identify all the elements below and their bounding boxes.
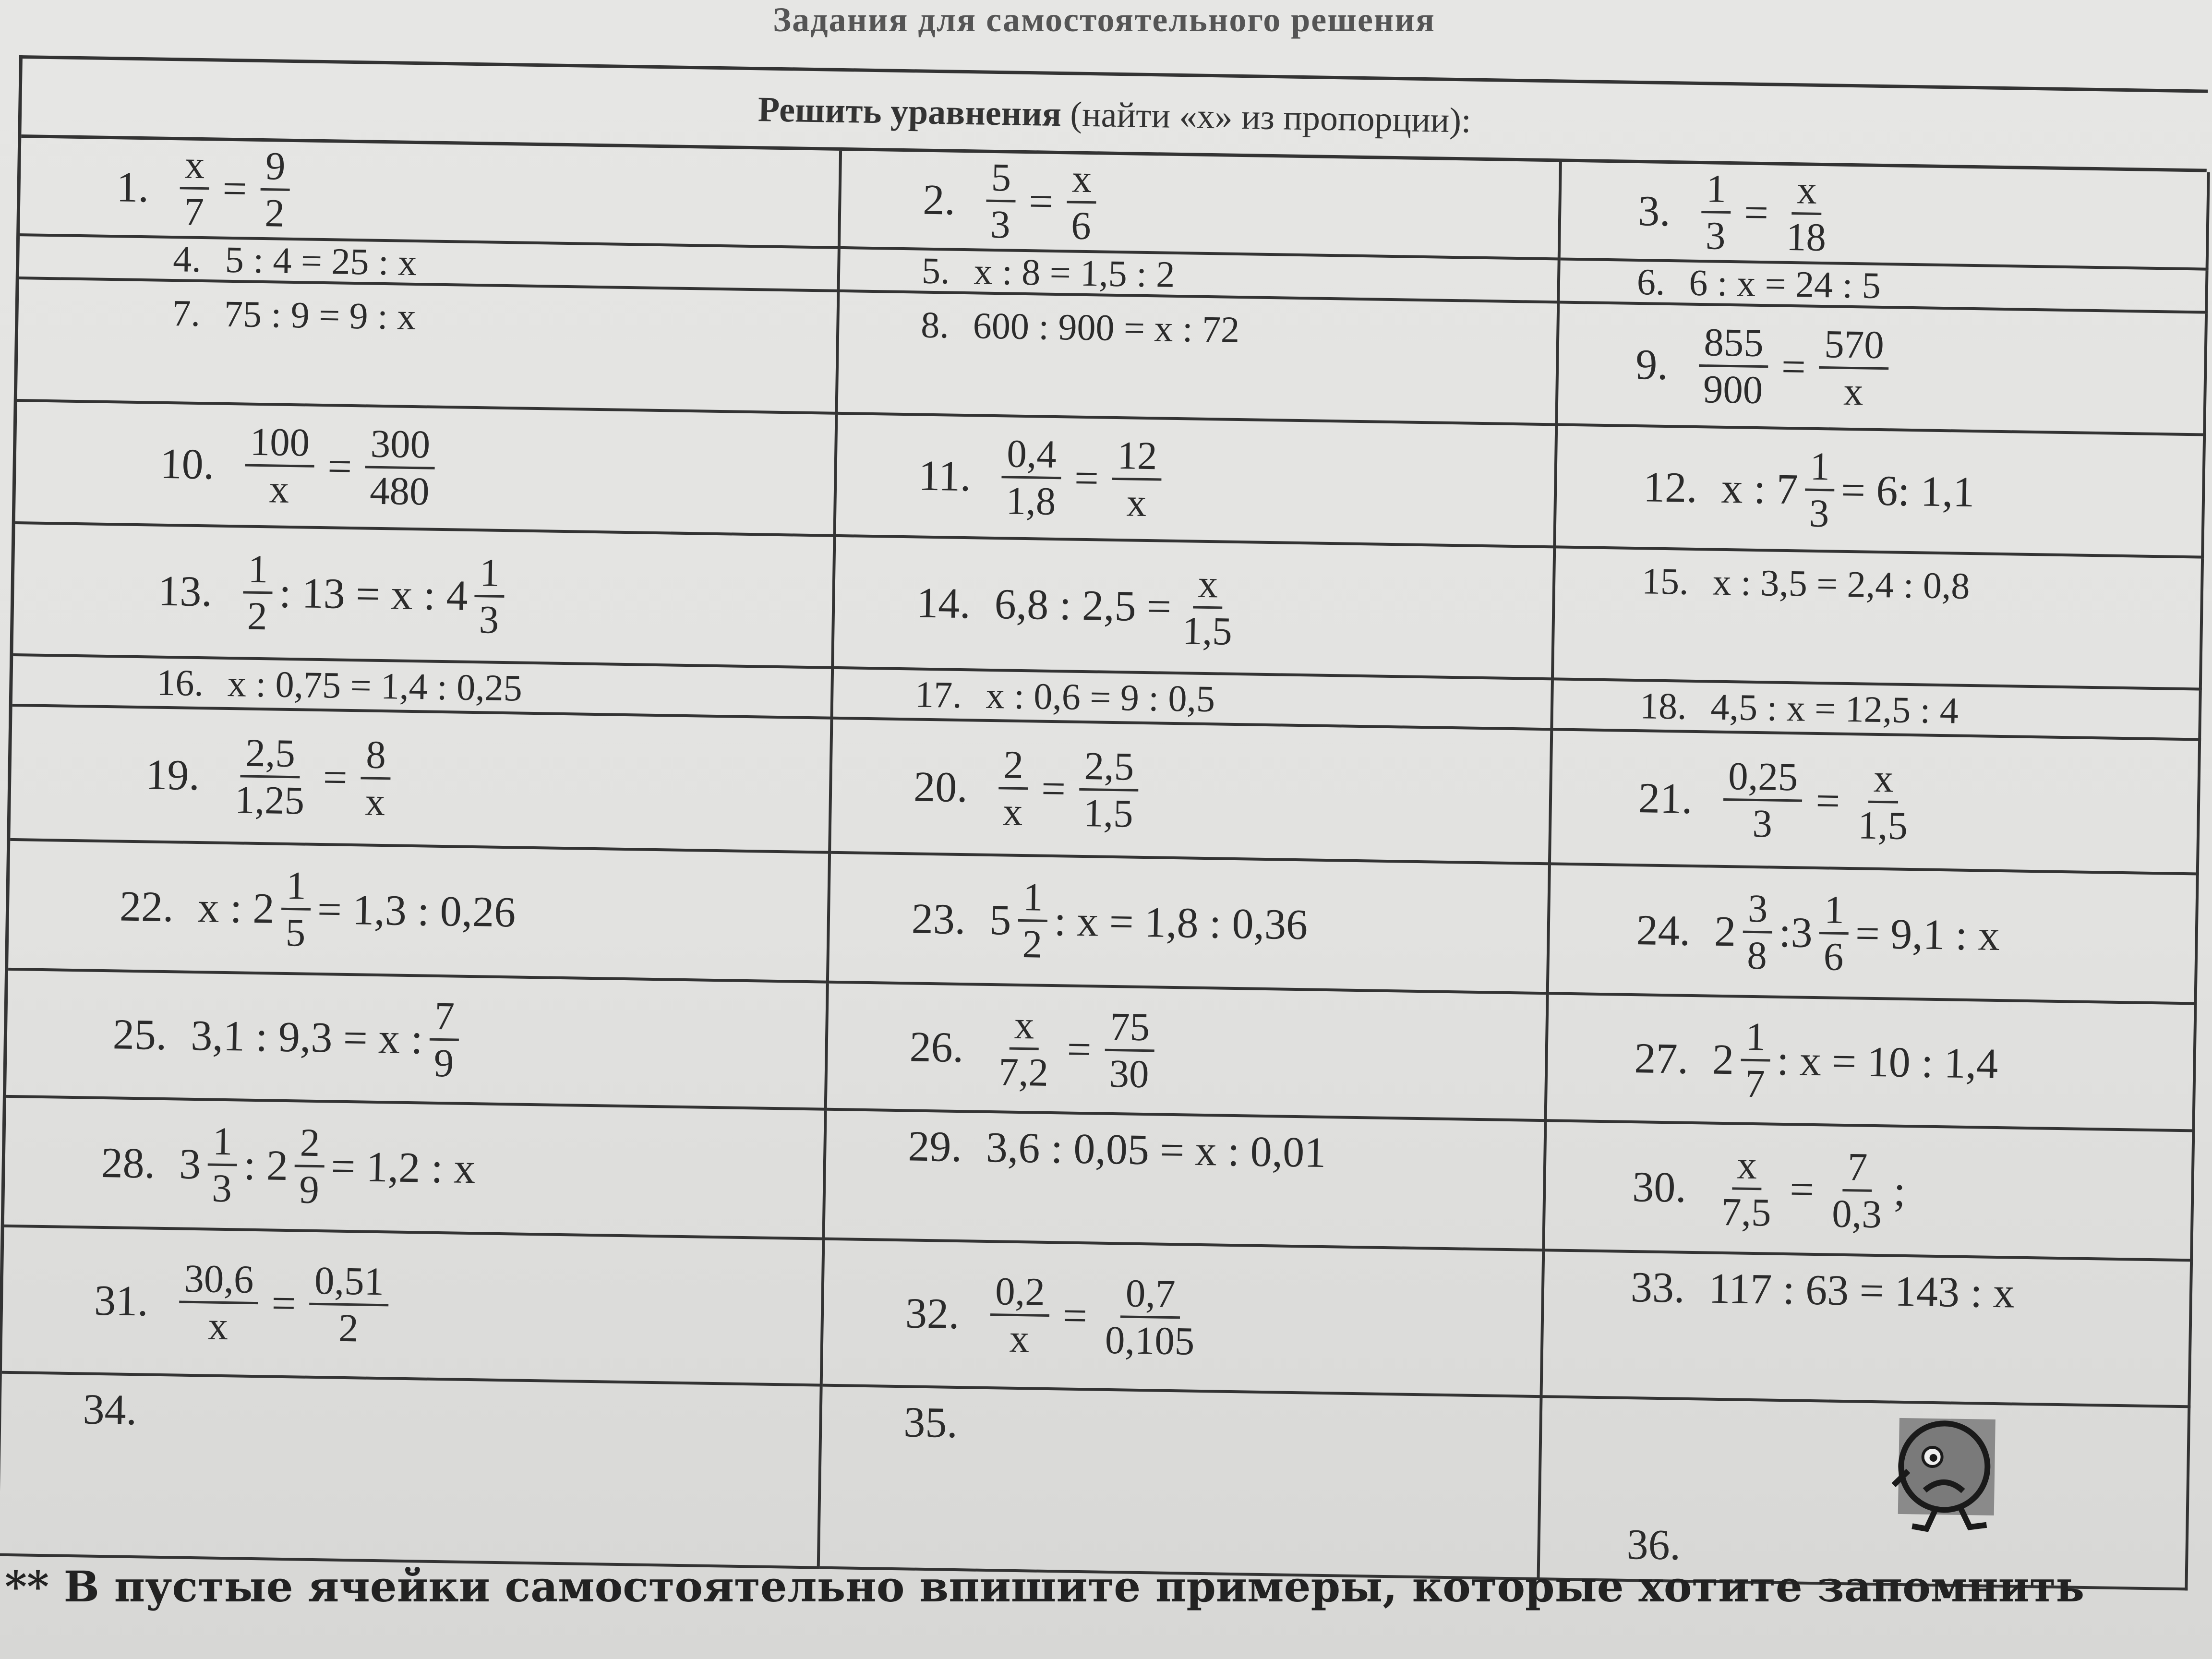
problem-19: 19. $\frac{2,5}{1,25}$ = $\frac{8}{x}$	[10, 707, 833, 854]
task-table	[0, 55, 2208, 1587]
problem-number: 4.	[172, 238, 202, 280]
problem-33: 33. 117 : 63 = 143 : x	[1542, 1251, 2193, 1408]
problem-number: 16.	[156, 661, 204, 704]
problem-22: 22. x : 2 $\frac{1}{5}$ = 1,3 : 0,26	[8, 841, 831, 984]
problem-number: 25.	[112, 1010, 168, 1059]
problem-17: 17. x : 0,6 = 9 : 0,5	[833, 669, 1553, 731]
problem-number: 14.	[916, 579, 971, 628]
problem-24: 24. 2 $\frac{3}{8}$ :3 $\frac{1}{6}$ = 9,1 : x	[1549, 865, 2199, 1005]
problem-8: 8. 600 : 900 = x : 72	[838, 292, 1560, 426]
problem-number: 13.	[157, 567, 213, 616]
problem-21: 21. $\frac{0,25}{3}$ = $\frac{x}{1,5}$	[1551, 731, 2201, 875]
problem-32: 32. $\frac{0,2}{x}$ = $\frac{0,7}{0,105}$	[823, 1240, 1545, 1398]
problem-number: 22.	[119, 882, 174, 931]
problem-29: 29. 3,6 : 0,05 = x : 0,01	[825, 1111, 1547, 1252]
problem-number: 15.	[1641, 560, 1689, 602]
problem-7: 7. 75 : 9 = 9 : x	[17, 279, 840, 415]
problem-10: 10. $\frac{100}{x}$ = $\frac{300}{480}$	[15, 402, 838, 537]
problem-number: 21.	[1638, 774, 1693, 823]
problem-16: 16. x : 0,75 = 1,4 : 0,25	[12, 656, 834, 720]
problem-number: 32.	[905, 1289, 960, 1338]
problem-6: 6. 6 : x = 24 : 5	[1560, 260, 2208, 313]
problem-number: 23.	[911, 894, 966, 943]
problem-number: 36.	[1626, 1520, 1681, 1569]
problem-grid	[0, 138, 2207, 1590]
problem-number: 29.	[907, 1122, 962, 1171]
problem-11: 11. $\frac{0,4}{1,8}$ = $\frac{12}{x}$	[836, 415, 1558, 549]
problem-15: 15. x : 3,5 = 2,4 : 0,8	[1554, 548, 2204, 690]
problem-number: 9.	[1635, 340, 1669, 389]
problem-27: 27. 2 $\frac{1}{7}$ : x = 10 : 1,4	[1547, 995, 2197, 1132]
problem-number: 12.	[1643, 463, 1698, 512]
problem-9: 9. $\frac{855}{900}$ = $\frac{570}{x}$	[1558, 303, 2208, 436]
problem-30: 30. $\frac{x}{7,5}$ = $\frac{7}{0,3}$ ;	[1545, 1122, 2195, 1262]
problem-number: 20.	[913, 762, 968, 811]
problem-31: 31. $\frac{30,6}{x}$ = $\frac{0,51}{2}$	[2, 1227, 825, 1387]
problem-number: 6.	[1636, 260, 1666, 303]
problem-number: 30.	[1632, 1163, 1687, 1212]
problem-number: 28.	[101, 1139, 156, 1188]
problem-23: 23. 5 $\frac{1}{2}$ : x = 1,8 : 0,36	[829, 854, 1551, 995]
problem-18: 18. 4,5 : x = 12,5 : 4	[1553, 680, 2201, 741]
problem-number: 11.	[918, 452, 972, 501]
problem-number: 3.	[1637, 187, 1671, 236]
problem-number: 8.	[920, 303, 950, 346]
problem-34[interactable]	[0, 1374, 823, 1569]
problem-13: 13. $\frac{1}{2}$ : 13 = x : 4 $\frac{1}{3}$	[13, 524, 836, 669]
footnote: ** В пустые ячейки самостоятельно впишите примеры, которые хотите запомнить	[5, 1562, 2085, 1611]
page-title: Задания для самостоятельного решения	[773, 0, 1435, 39]
problem-number: 19.	[145, 750, 200, 799]
problem-4: 4. 5 : 4 = 25 : x	[19, 236, 841, 292]
problem-1: 1. $\frac{x}{7}$ = $\frac{9}{2}$	[20, 138, 842, 249]
problem-number: 18.	[1639, 684, 1687, 727]
problem-3: 3. $\frac{1}{3}$ = $\frac{x}{18}$	[1561, 162, 2210, 271]
problem-number: 17.	[914, 673, 962, 716]
problem-number: 1.	[116, 163, 149, 212]
problem-2: 2. $\frac{5}{3}$ = $\frac{x}{6}$	[841, 151, 1562, 261]
problem-number: 27.	[1634, 1034, 1689, 1083]
problem-number: 5.	[921, 249, 950, 292]
problem-number: 2.	[922, 176, 956, 224]
sad-face-icon	[1878, 1413, 2005, 1535]
problem-12: 12. x : 7 $\frac{1}{3}$ = 6: 1,1	[1556, 426, 2206, 558]
problem-number: 33.	[1630, 1263, 1685, 1312]
problem-25: 25. 3,1 : 9,3 = x : $\frac{7}{9}$	[6, 971, 829, 1111]
problem-number: 35.	[903, 1398, 958, 1447]
problem-5: 5. x : 8 = 1,5 : 2	[840, 249, 1560, 304]
problem-20: 20. $\frac{2}{x}$ = $\frac{2,5}{1,5}$	[831, 720, 1553, 866]
problem-number: 26.	[909, 1023, 964, 1072]
header-rest: (найти «x» из пропорции):	[1061, 95, 1472, 141]
problem-number: 34.	[82, 1385, 137, 1434]
problem-26: 26. $\frac{x}{7,2}$ = $\frac{75}{30}$	[827, 984, 1549, 1122]
header-bold: Решить уравнения	[757, 90, 1062, 134]
problem-14: 14. 6,8 : 2,5 = $\frac{x}{1,5}$	[834, 537, 1556, 681]
problem-number: 24.	[1636, 906, 1691, 955]
problem-number: 7.	[171, 292, 201, 334]
problem-28: 28. 3 $\frac{1}{3}$ : 2 $\frac{2}{9}$ = 1,2 : x	[4, 1098, 827, 1240]
problem-number: 10.	[159, 440, 215, 489]
problem-number: 31.	[94, 1276, 149, 1325]
